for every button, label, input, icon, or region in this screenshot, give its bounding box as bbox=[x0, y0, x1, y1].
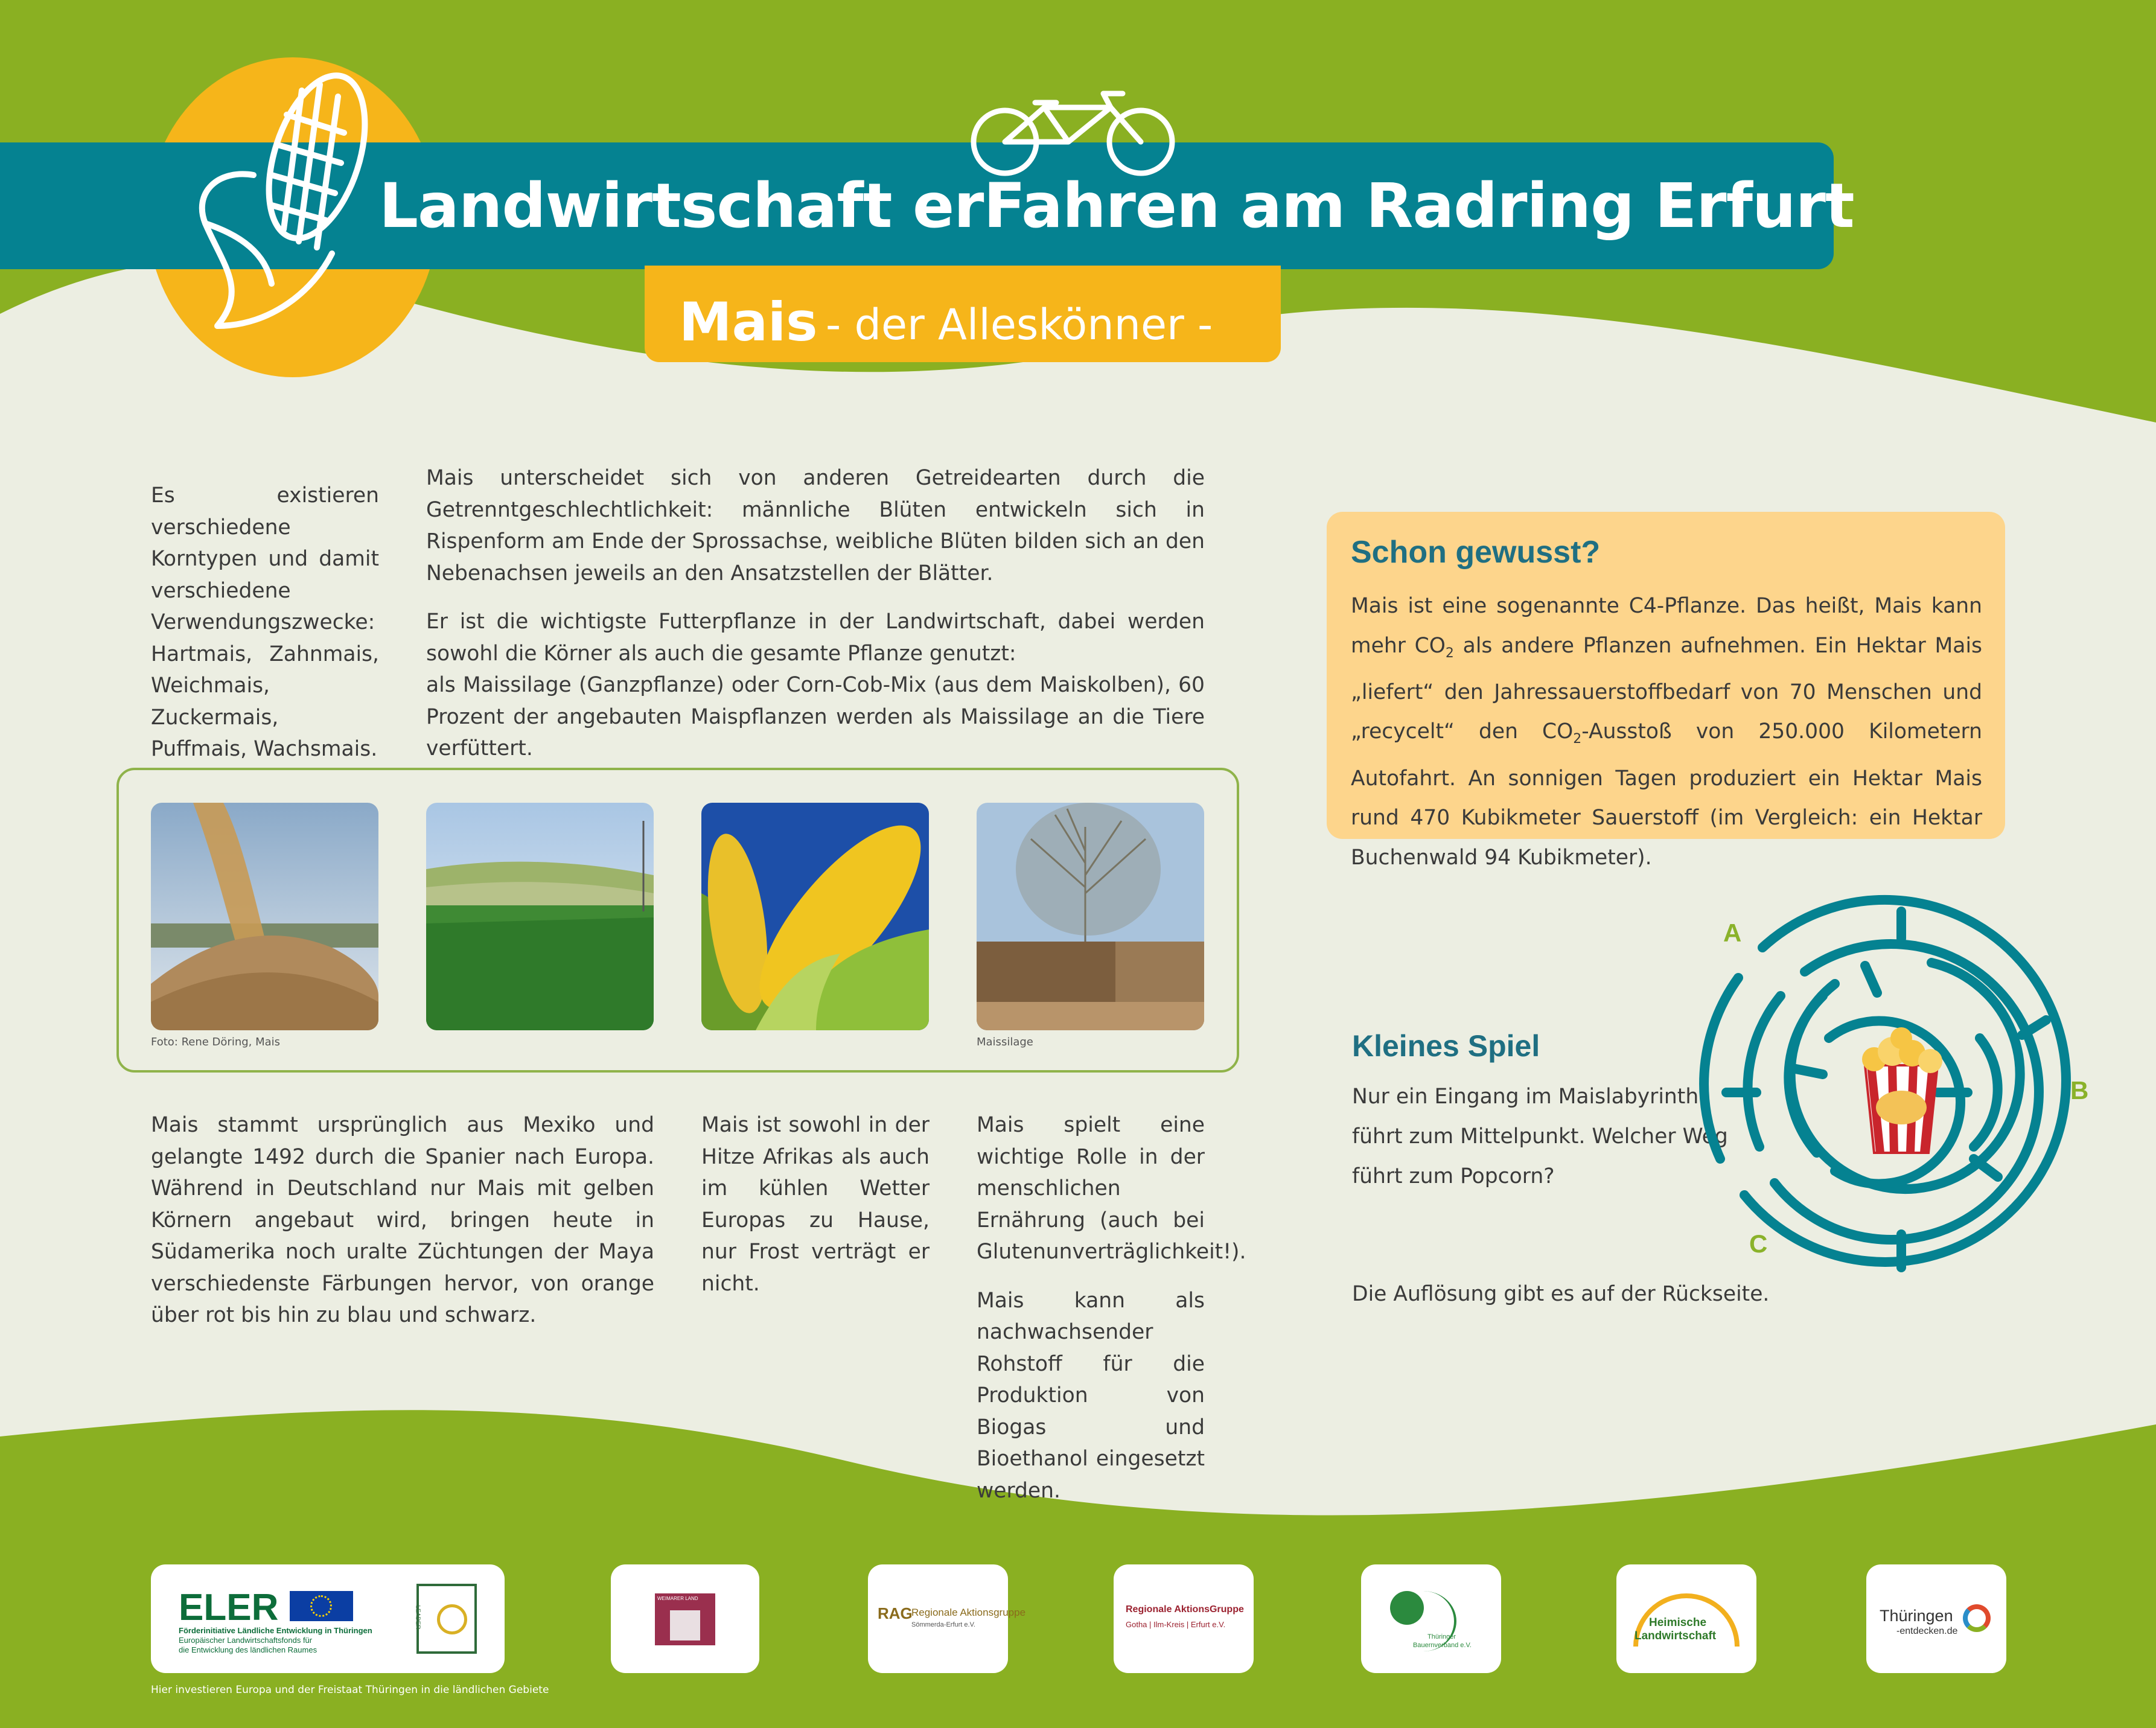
bottom-text-col1: Mais stammt ursprünglich aus Mexiko und gelangte 1492 durch die Spanier nach Europa. Während in Deutschland nur Mais mit gelben Körnern angebaut wird, bringen heute in Südamerika noch uralte Züchtungen der Maya verschiedenste Färbungen hervor, von orange über rot bis hin zu blau und schwarz. bbox=[151, 1113, 654, 1327]
eler-logo-text: ELER bbox=[179, 1587, 279, 1628]
co2-subscript-2: 2 bbox=[1573, 732, 1582, 747]
maze-label-b: B bbox=[2070, 1076, 2089, 1105]
trees-icon bbox=[670, 1610, 700, 1640]
page-title: Landwirtschaft erFahren am Radring Erfurt bbox=[379, 170, 1854, 242]
info-text-part-3: -Ausstoß von 250.000 Kilometern Autofahrt. An sonnigen Tagen produziert ein Hektar Mais rund 470 Kubikmeter Sauerstoff (im Vergleich: ein Hektar Buchenwald 94 Kubikmeter). bbox=[1351, 719, 1983, 870]
bottom-text-col3-paragraph-1: Mais spielt eine wichtige Rolle in der menschlichen Ernährung (auch bei Glutenunverträglichkeit!). bbox=[977, 1113, 1246, 1264]
logo-heimische-landwirtschaft bbox=[1616, 1564, 1756, 1673]
game-title: Kleines Spiel bbox=[1352, 1029, 1540, 1063]
thueringen-ring-icon bbox=[1963, 1604, 1991, 1632]
weimarer-land-text: WEIMARER LAND bbox=[657, 1596, 698, 1601]
info-box-text bbox=[1351, 587, 1982, 878]
rag-gotha-region: Gotha | Ilm-Kreis | Erfurt e.V. bbox=[1126, 1620, 1226, 1629]
bottom-text-col2: Mais ist sowohl in der Hitze Afrikas als auch im kühlen Wetter Europas zu Hause, nur Frost verträgt er nicht. bbox=[701, 1113, 930, 1296]
eler-subtitle-1: Förderinitiative Ländliche Entwicklung in Thüringen bbox=[179, 1626, 372, 1635]
thueringen-text: Thüringen bbox=[1880, 1607, 1953, 1625]
corn-icon bbox=[181, 72, 380, 344]
heimische-text-1: Heimische bbox=[1649, 1616, 1707, 1629]
intro-paragraph-1: Mais unterscheidet sich von anderen Getreidearten durch die Getrenntgeschlechtlichkeit: männliche Blüten entwickeln sich in Rispenform am Ende der Sprossachse, weibliche Blüten bilden sich an den Nebenachsen jeweils an den Ansatzstellen der Blätter. bbox=[426, 466, 1205, 585]
rag-letters: RAG bbox=[878, 1604, 913, 1622]
photo-corn-harvest bbox=[151, 803, 378, 1030]
rag-gotha-name: Regionale AktionsGruppe bbox=[1126, 1604, 1244, 1615]
bicycle-icon bbox=[960, 91, 1189, 178]
info-text-part-1: Mais ist eine sogenannte C4-Pflanze. Das heißt, Mais kann mehr CO bbox=[1351, 594, 1982, 658]
eu-flag-icon bbox=[290, 1591, 353, 1621]
photo-maissilage-image bbox=[977, 803, 1204, 1030]
subtitle-main: Mais bbox=[679, 291, 818, 353]
bottom-text-col3 bbox=[977, 1109, 1246, 1523]
co2-subscript-1: 2 bbox=[1445, 645, 1454, 661]
leader-logo bbox=[416, 1584, 477, 1654]
photo-caption-4: Maissilage bbox=[977, 1036, 1033, 1048]
thueringen-domain: -entdecken.de bbox=[1896, 1626, 1958, 1636]
logo-eler-leader bbox=[151, 1564, 505, 1673]
logo-rag-soemmerda bbox=[868, 1564, 1026, 1673]
weimarer-land-emblem bbox=[655, 1593, 715, 1645]
photo-maissilage bbox=[977, 803, 1204, 1030]
logo-rag-gotha bbox=[1114, 1564, 1254, 1673]
subtitle-rest: - der Alleskönner - bbox=[826, 300, 1213, 349]
maze-label-a: A bbox=[1723, 919, 1742, 947]
rag-region: Sömmerda-Erfurt e.V. bbox=[911, 1621, 975, 1628]
bauernverband-text-1: Thüringer bbox=[1427, 1633, 1456, 1640]
info-text-part-2: als andere Pflanzen aufnehmen. Ein Hektar Mais „liefert“ den Jahressauerstoffbedarf von 70 Menschen und „recycelt“ den CO bbox=[1351, 633, 1983, 744]
rag-name: Regionale Aktionsgruppe bbox=[911, 1607, 1026, 1618]
bauernverband-text-2: Bauernverband e.V. bbox=[1413, 1642, 1472, 1649]
logo-bauernverband bbox=[1361, 1564, 1501, 1673]
photo-corn-field bbox=[426, 803, 654, 1030]
intro-left-text: Es existieren verschiedene Korntypen und damit verschiedene Verwendungszwecke: Hartmais, Zahnmais, Weichmais, Zuckermais, Puffmais, Wachsmais. bbox=[151, 483, 379, 761]
game-text: Nur ein Eingang im Maislabyrinth führt zum Mittelpunkt. Welcher Weg führt zum Popcorn? bbox=[1352, 1085, 1728, 1188]
leader-circle-icon bbox=[437, 1604, 467, 1634]
heimische-text-2: Landwirtschaft bbox=[1635, 1630, 1717, 1642]
logo-weimarer-land bbox=[611, 1564, 759, 1673]
intro-paragraph-2a: Er ist die wichtigste Futterpflanze in der Landwirtschaft, dabei werden sowohl die Körner als auch die gesamte Pflanze genutzt: bbox=[426, 610, 1205, 666]
intro-paragraph-2b: als Maissilage (Ganzpflanze) oder Corn-Cob-Mix (aus dem Maiskolben), 60 Prozent der angebauten Maispflanzen werden als Maissilage an die Tiere verfüttert. bbox=[426, 673, 1205, 760]
logo-thueringen-entdecken bbox=[1866, 1564, 2006, 1673]
photo-corn-cobs-image bbox=[701, 803, 929, 1030]
eu-stars-icon bbox=[310, 1595, 332, 1617]
intro-right-text bbox=[426, 462, 1205, 782]
popcorn-icon bbox=[1862, 1027, 1942, 1153]
photo-caption-1: Foto: Rene Döring, Mais bbox=[151, 1036, 281, 1048]
game-note: Die Auflösung gibt es auf der Rückseite. bbox=[1352, 1282, 1770, 1306]
photo-corn-cobs bbox=[701, 803, 929, 1030]
info-box-title: Schon gewusst? bbox=[1351, 535, 1601, 570]
footer-note: Hier investieren Europa und der Freistaat Thüringen in die ländlichen Gebiete bbox=[151, 1684, 549, 1696]
maze-label-c: C bbox=[1749, 1229, 1768, 1258]
leader-logo-text: LEADER bbox=[414, 1605, 421, 1630]
photo-corn-harvest-image bbox=[151, 803, 378, 1030]
photo-corn-field-image bbox=[426, 803, 654, 1030]
eler-subtitle-3: die Entwicklung des ländlichen Raumes bbox=[179, 1645, 317, 1654]
bottom-text-col3-paragraph-2: Mais kann als nachwachsender Rohstoff für die Produktion von Biogas und Bioethanol eingesetzt werden. bbox=[977, 1288, 1205, 1503]
eler-subtitle-2: Europäischer Landwirtschaftsfonds für bbox=[179, 1636, 313, 1645]
